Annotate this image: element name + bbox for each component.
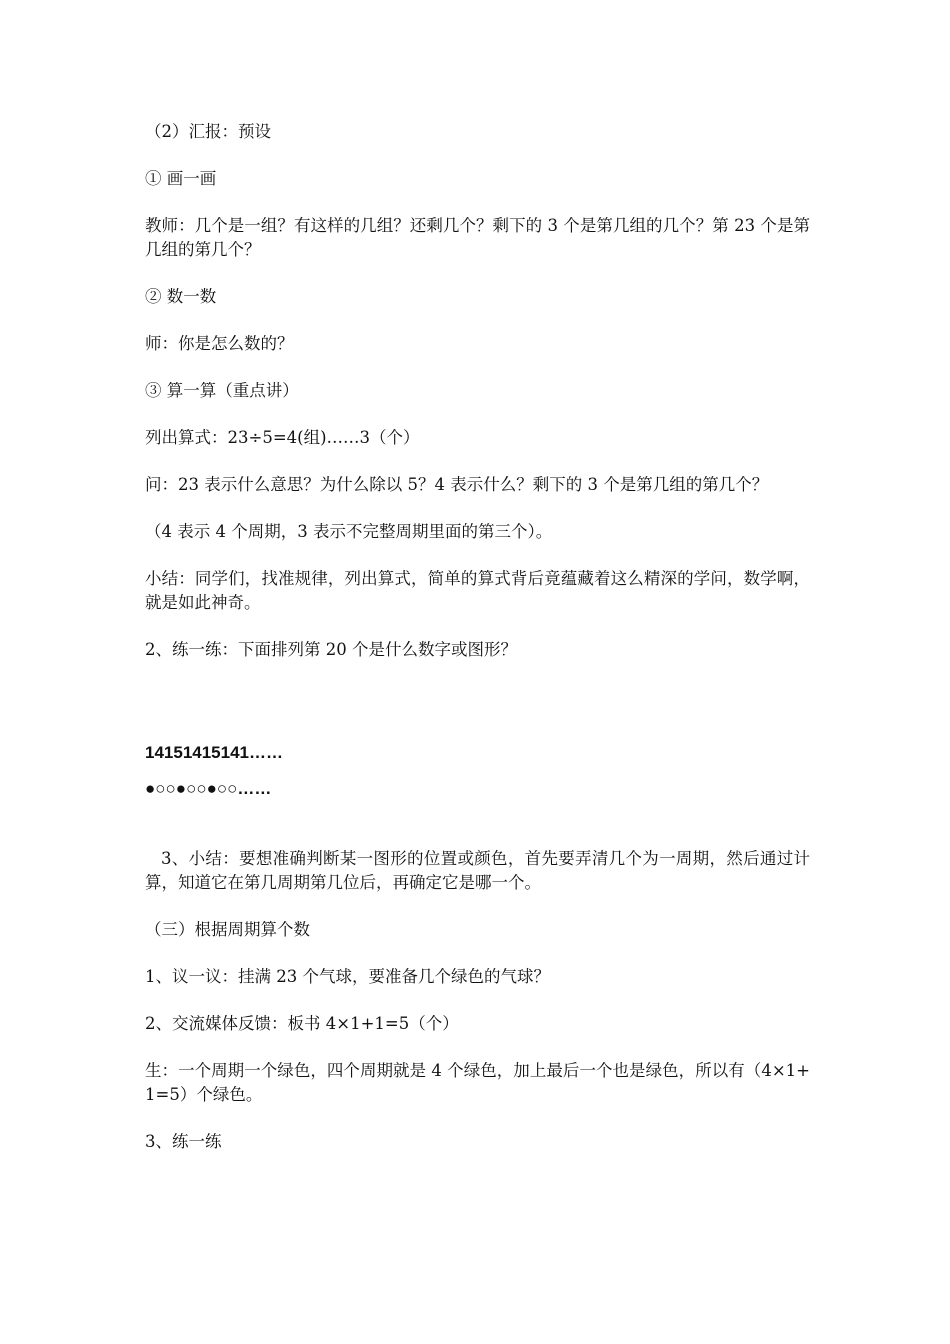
summary-judgement: 3、小结：要想准确判断某一图形的位置或颜色，首先要弄清几个为一周期，然后通过计算，知道它在第几周期第几位后，再确定它是哪一个。	[145, 849, 810, 892]
blank-space	[145, 813, 810, 847]
section-heading-report: （2）汇报：预设	[145, 122, 271, 141]
step-calculate: ③ 算一算（重点讲）	[145, 381, 299, 400]
student-answer: 生：一个周期一个绿色，四个周期就是 4 个绿色，加上最后一个也是绿色，所以有（4×1+1=5）个绿色。	[145, 1061, 810, 1104]
teacher-question-count: 师：你是怎么数的？	[145, 334, 294, 353]
blank-space	[145, 685, 810, 741]
summary-paragraph: 小结：同学们，找准规律，列出算式，简单的算式背后竟蕴藏着这么精深的学问，数学啊，就是如此神奇。	[145, 569, 810, 612]
document-page	[145, 120, 810, 1177]
teacher-questions: 教师：几个是一组？有这样的几组？还剩几个？剩下的 3 个是第几组的几个？第 23 个是第几组的第几个？	[145, 216, 810, 259]
question-meaning: 问：23 表示什么意思？为什么除以 5？4 表示什么？剩下的 3 个是第几组的第几个？	[145, 475, 769, 494]
practice-heading: 3、练一练	[145, 1132, 222, 1151]
discussion-balloons: 1、议一议：挂满 23 个气球，要准备几个绿色的气球？	[145, 967, 550, 986]
shape-sequence: ●○○●○○●○○……	[145, 779, 272, 798]
section-heading-count-by-period: （三）根据周期算个数	[145, 920, 310, 939]
explanation-periods: （4 表示 4 个周期，3 表示不完整周期里面的第三个）。	[145, 522, 553, 541]
step-draw: ① 画一画	[145, 169, 217, 188]
practice-prompt: 2、练一练：下面排列第 20 个是什么数字或图形？	[145, 640, 517, 659]
number-sequence: 14151415141……	[145, 743, 284, 762]
step-count: ② 数一数	[145, 287, 217, 306]
formula-line: 列出算式：23÷5=4(组)……3（个）	[145, 428, 420, 447]
board-writing: 2、交流媒体反馈：板书 4×1+1=5（个）	[145, 1014, 459, 1033]
